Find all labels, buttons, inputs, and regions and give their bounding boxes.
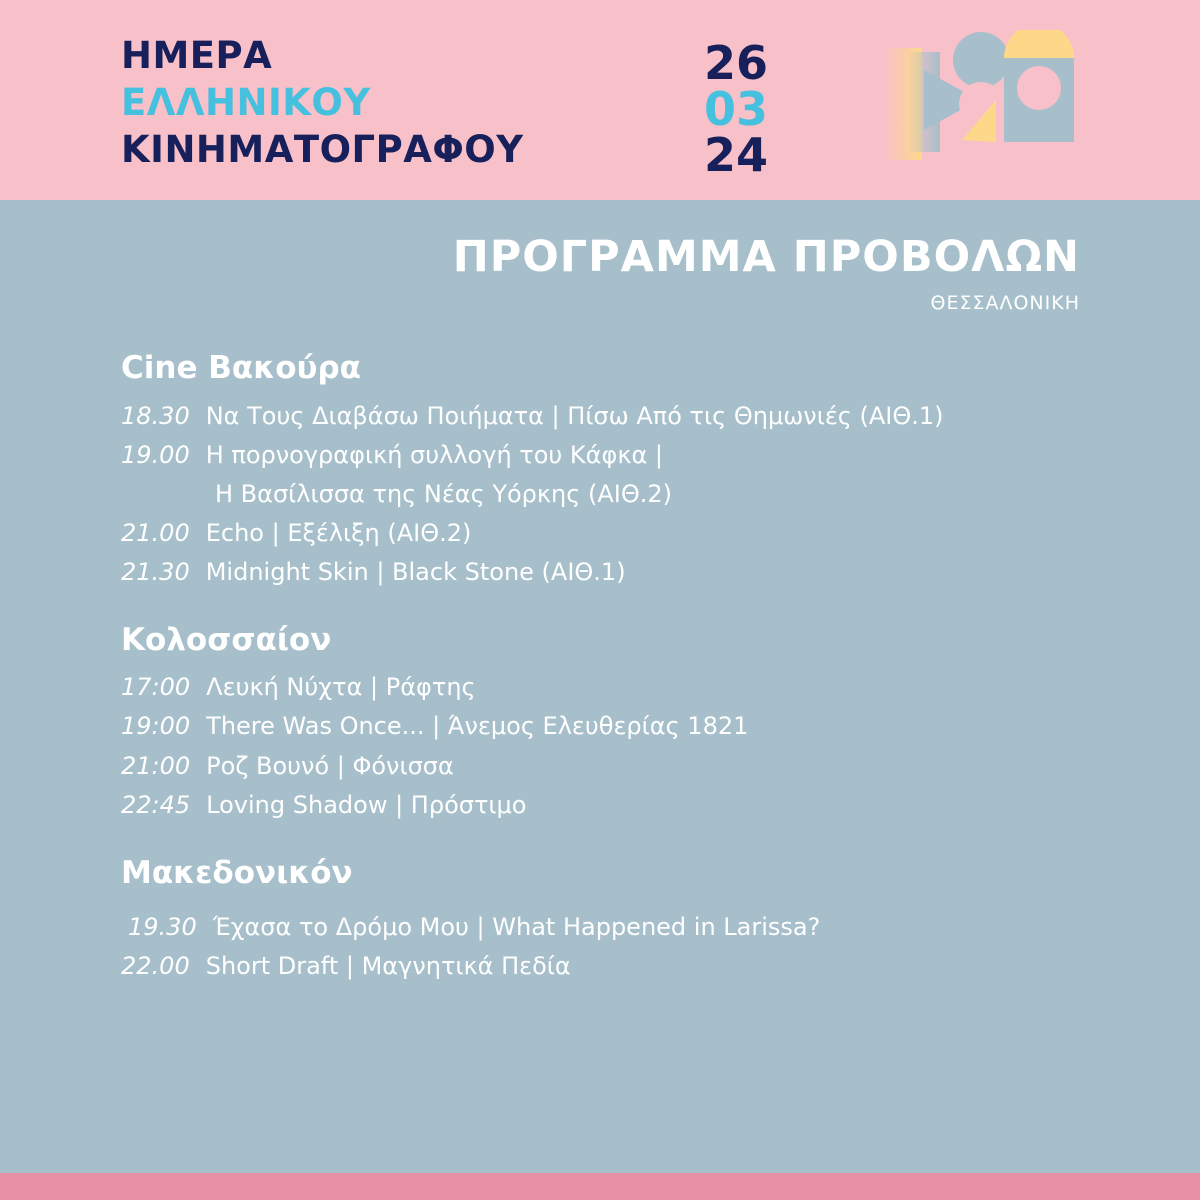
date-day: 26 (703, 36, 768, 90)
program-city: ΘΕΣΣΑΛΟΝΙΚΗ (930, 292, 1080, 314)
header-banner (0, 0, 1200, 200)
screening-time: 19.00 (121, 441, 190, 469)
date-year: 24 (703, 128, 768, 182)
screening-films: Echo | Εξέλιξη (ΑΙΘ.2) (205, 519, 472, 547)
screening-films: Short Draft | Μαγνητικά Πεδία (205, 952, 571, 980)
screening-time: 21:00 (121, 752, 191, 780)
footer-bar (0, 1173, 1200, 1200)
event-title (121, 32, 524, 173)
screening-row (121, 436, 663, 475)
venue-name: Cine Βακούρα (121, 350, 361, 386)
event-date (700, 36, 772, 182)
screening-row (121, 553, 626, 592)
screening-films: Loving Shadow | Πρόστιμο (206, 791, 527, 819)
screening-films: Λευκή Νύχτα | Ράφτης (206, 673, 476, 701)
screening-row (121, 786, 527, 825)
screening-films-continued: Η Βασίλισσα της Νέας Υόρκης (ΑΙΘ.2) (215, 480, 672, 508)
event-title-line-3: ΚΙΝΗΜΑΤΟΓΡΑΦΟΥ (121, 128, 524, 171)
event-title-line-2: ΕΛΛΗΝΙΚΟΥ (121, 81, 371, 124)
screening-row (121, 514, 471, 553)
screening-films: There Was Once... | Άνεμος Ελευθερίας 1821 (206, 712, 749, 740)
screening-films: Η πορνογραφική συλλογή του Κάφκα | (205, 441, 663, 469)
date-month: 03 (703, 82, 768, 136)
screening-time: 17:00 (121, 673, 191, 701)
screening-row (121, 707, 748, 746)
screening-time: 19:00 (121, 712, 191, 740)
event-title-line-1: ΗΜΕΡΑ (121, 34, 273, 77)
screening-row (121, 947, 571, 986)
screening-time: 19.30 (128, 913, 197, 941)
screening-row (121, 397, 944, 436)
screening-time: 21.00 (121, 519, 190, 547)
screening-time: 21.30 (121, 558, 190, 586)
screening-films: Να Τους Διαβάσω Ποιήματα | Πίσω Από τις Θημωνιές (ΑΙΘ.1) (205, 402, 944, 430)
screening-time: 22:45 (121, 791, 191, 819)
screening-films: Ροζ Βουνό | Φόνισσα (206, 752, 454, 780)
screening-row (121, 747, 454, 786)
festival-logo-icon (884, 30, 1076, 160)
venue-name: Μακεδονικόν (121, 855, 353, 891)
screening-time: 18.30 (121, 402, 190, 430)
screening-films: Midnight Skin | Black Stone (ΑΙΘ.1) (205, 558, 626, 586)
screening-time: 22.00 (121, 952, 190, 980)
screening-row (128, 908, 820, 947)
venue-name: Κολοσσαίον (121, 622, 332, 658)
screening-films: Έχασα το Δρόμο Μου | What Happened in Larissa? (212, 913, 821, 941)
screening-row (121, 668, 476, 707)
program-title: ΠΡΟΓΡΑΜΜΑ ΠΡΟΒΟΛΩΝ (452, 232, 1080, 282)
